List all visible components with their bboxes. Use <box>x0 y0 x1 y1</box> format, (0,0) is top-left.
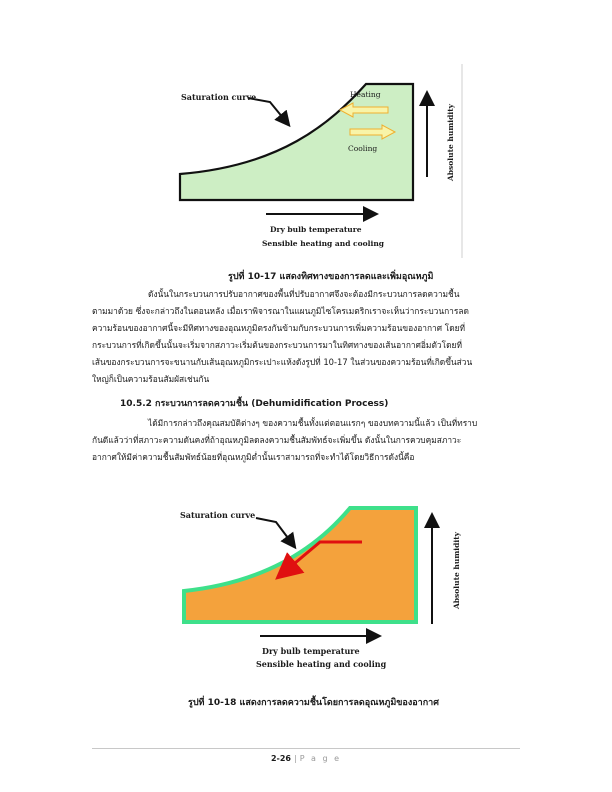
footer-divider <box>92 748 520 749</box>
saturation-curve-label: Saturation curve <box>181 92 257 102</box>
para1-line: เส้นของกระบวนการจะขนานกับเส้นอุณหภูมิกระเปาะแห้งดังรูปที่ 10-17 ในส่วนของความร้อนที่เกิดขึ้นส่วน <box>92 357 473 367</box>
para1-line: ความร้อนของอากาศนี้จะมีทิศทางของอุณหภูมิตรงกันข้ามกับกระบวนการเพิ่มความร้อนของอากาศ โดยที่ <box>92 323 466 333</box>
figure2-subtitle: Sensible heating and cooling <box>256 659 387 669</box>
y-axis-label: Absolute humidity <box>452 531 462 610</box>
figure2-region <box>184 508 416 622</box>
figure1-subtitle: Sensible heating and cooling <box>262 239 385 248</box>
section-heading: 10.5.2 กระบวนการลดความชื้น (Dehumidification Process) <box>120 399 389 409</box>
para2-line: อากาศให้มีค่าความชื้นสัมพัทธ์น้อยที่อุณหภูมิต่ำนั้นเราสามารถที่จะทำได้โดยวิธีการดังนี้คือ <box>92 452 415 462</box>
para1-line: ตามมาด้วย ซึ่งจะกล่าวถึงในตอนหลัง เมื่อเราพิจารณาในแผนภูมิไซโครเมตริกเราจะเห็นว่ากระบวนการลด <box>92 306 469 316</box>
figure2-caption: รูปที่ 10-18 แสดงการลดความชื้นโดยการลดอุณหภูมิของอากาศ <box>188 698 439 708</box>
para1-line: ดังนั้นในกระบวนการปรับอากาศของพื้นที่ปรับอากาศจึงจะต้องมีกระบวนการลดความชื้น <box>148 289 460 299</box>
cooling-label: Cooling <box>348 144 378 153</box>
heating-label: Heating <box>350 90 381 99</box>
saturation-pointer-arrow <box>256 518 294 546</box>
para1-line: ใหญ่ก็เป็นความร้อนสัมผัสเช่นกัน <box>92 374 210 384</box>
figure1-caption: รูปที่ 10-17 แสดงทิศทางของการลดและเพิ่มอุณหภูมิ <box>228 272 434 282</box>
para2-line: ได้มีการกล่าวถึงคุณสมบัติต่างๆ ของความชื้นทั้งแต่ตอนแรกๆ ของบทความนี้แล้ว เป็นที่ทราบ <box>148 418 478 428</box>
page-number: 2-26 <box>270 754 291 763</box>
para1-line: กระบวนการที่เกิดขึ้นนั้นจะเริ่มจากสภาวะเริ่มต้นของกระบวนการมาในทิศทางของเส้นอากาศอิ่มตัวโดยที่ <box>92 340 462 350</box>
page-footer <box>0 754 612 763</box>
saturation-curve-label: Saturation curve <box>180 510 256 520</box>
x-axis-label: Dry bulb temperature <box>270 225 362 234</box>
y-axis-label: Absolute humidity <box>446 103 456 182</box>
para2-line: กันดีแล้วว่าที่สภาวะความดันคงที่ถ้าอุณหภูมิลดลงความชื้นสัมพัทธ์จะเพิ่มขึ้น ดังนั้นในการควบคุมสภาวะ <box>92 435 462 445</box>
footer-separator: | <box>293 754 297 763</box>
page-word: P a g e <box>299 754 342 763</box>
x-axis-label: Dry bulb temperature <box>262 646 360 656</box>
